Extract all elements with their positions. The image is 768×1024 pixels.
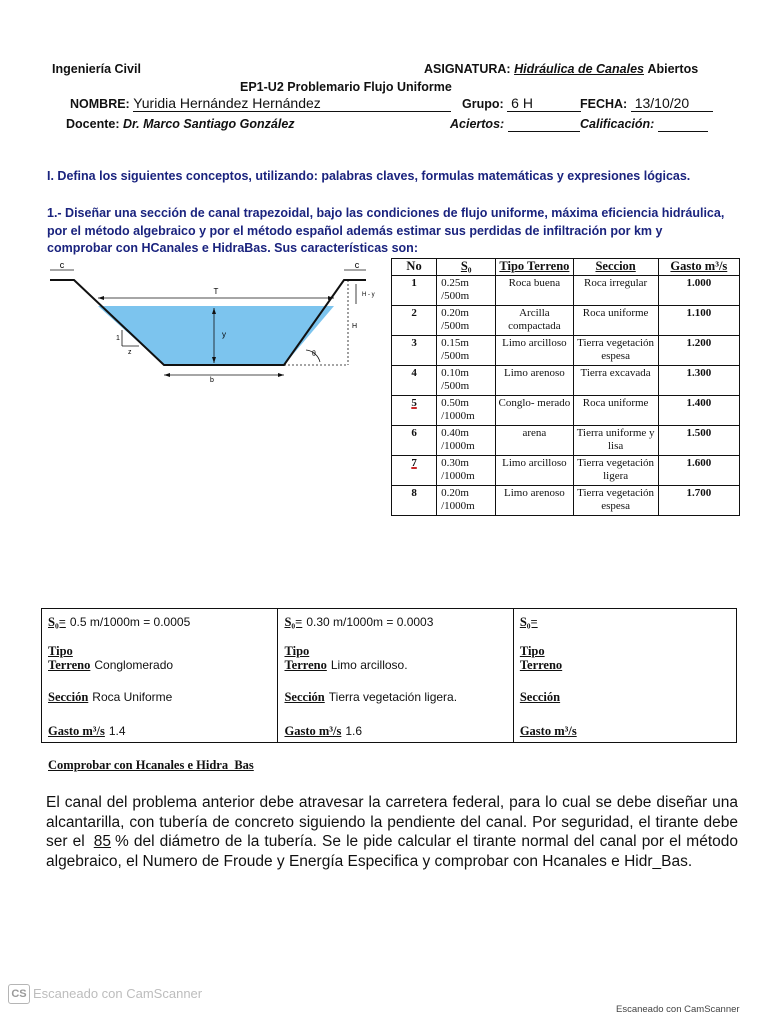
slope-cell: 0.15m /500m <box>437 335 496 365</box>
slope-cell: 0.10m /500m <box>437 365 496 395</box>
terreno-answer: Conglomerado <box>94 658 174 672</box>
fecha-field <box>580 95 713 112</box>
label-theta: θ <box>312 349 316 358</box>
row-number: 1 <box>392 275 437 305</box>
grupo-value: 6 H <box>507 95 581 112</box>
gasto-label: Gasto m³/s <box>48 724 105 738</box>
label-b: b <box>210 377 214 384</box>
row-number: 5 <box>392 395 437 425</box>
problem-2-text <box>46 793 738 871</box>
terrain-cell: Roca buena <box>496 275 573 305</box>
row-number: 3 <box>392 335 437 365</box>
terreno-label: Terreno <box>48 658 91 672</box>
table-row <box>392 485 740 515</box>
flow-cell: 1.400 <box>658 395 739 425</box>
section-cell: Tierra vegetación espesa <box>573 335 658 365</box>
s0-label: S₀= <box>284 615 303 629</box>
slope-cell: 0.50m /1000m <box>437 395 496 425</box>
table-header-row <box>392 259 740 276</box>
terrain-cell: arena <box>496 425 573 455</box>
table-row <box>392 425 740 455</box>
seccion-label: Sección <box>519 690 561 704</box>
nombre-field <box>70 95 462 112</box>
asignatura-value-2: Abiertos <box>647 62 699 76</box>
row-number: 4 <box>392 365 437 395</box>
terrain-cell: Limo arcilloso <box>496 335 573 365</box>
slope-cell: 0.30m /1000m <box>437 455 496 485</box>
section-cell: Roca uniforme <box>573 305 658 335</box>
section-cell: Tierra vegetación espesa <box>573 485 658 515</box>
camscanner-watermark: Escaneado con CamScanner <box>33 986 203 1001</box>
slope-cell: 0.20m /1000m <box>437 485 496 515</box>
camscanner-footer: Escaneado con CamScanner <box>616 1004 740 1015</box>
label-h: H <box>352 323 358 330</box>
label-y: y <box>222 330 226 339</box>
flow-cell: 1.300 <box>658 365 739 395</box>
answer-column <box>42 609 278 743</box>
grupo-label: Grupo: <box>462 97 504 111</box>
row-number: 2 <box>392 305 437 335</box>
section-cell: Roca uniforme <box>573 395 658 425</box>
seccion-label: Sección <box>48 690 89 704</box>
section-cell: Tierra vegetación ligera <box>573 455 658 485</box>
slope-cell: 0.20m /500m <box>437 305 496 335</box>
grupo-field <box>462 95 581 112</box>
label-z: z <box>128 349 132 356</box>
fecha-label: FECHA: <box>580 97 628 111</box>
calificacion-label: Calificación: <box>580 117 655 131</box>
table-row <box>392 305 740 335</box>
flow-cell: 1.000 <box>658 275 739 305</box>
flow-cell: 1.500 <box>658 425 739 455</box>
aciertos-blank <box>508 117 580 132</box>
label-one: 1 <box>116 335 120 342</box>
comprobar-heading: Comprobar con Hcanales e Hidra_Bas <box>48 758 254 772</box>
docente-label: Docente: <box>66 117 120 131</box>
s0-answer: 0.30 m/1000m = 0.0003 <box>306 615 434 629</box>
terrain-cell: Limo arenoso <box>496 365 573 395</box>
problem-1-text: 1.- Diseñar una sección de canal trapezoidal, bajo las condiciones de flujo uniforme, máxima eficiencia hidráulica, por el método algebraico y por el método español además estimar sus perdidas de infiltración por km y comprobar con HCanales e HidraBas. Sus características son: <box>47 206 725 255</box>
answer-box <box>41 608 737 743</box>
col-header-gasto: Gasto m³/s <box>658 259 739 276</box>
nombre-label: NOMBRE: <box>70 97 130 111</box>
table-row <box>392 455 740 485</box>
col-header-tipo: Tipo Terreno <box>496 259 573 276</box>
percent-value: 85 <box>93 833 111 850</box>
slope-cell: 0.25m /500m <box>437 275 496 305</box>
camscanner-logo: CS <box>8 984 30 1004</box>
docente-field <box>66 117 295 131</box>
docente-value: Dr. Marco Santiago González <box>122 117 295 131</box>
table-row <box>392 395 740 425</box>
aciertos-field <box>450 117 580 132</box>
terrain-cell: Conglo- merado <box>496 395 573 425</box>
problem-2-part-2: % del diámetro de la tubería. Se le pide calcular el tirante normal del canal por el método algebraico, el Numero de Froude y Energía Especifica y comprobar con Hcanales e Hidr_Bas. <box>46 833 738 870</box>
label-h-minus-y: H - y <box>362 292 375 298</box>
asignatura <box>424 62 698 76</box>
fecha-value: 13/10/20 <box>631 95 713 112</box>
terrain-cell: Limo arenoso <box>496 485 573 515</box>
terreno-label: Terreno <box>284 658 327 672</box>
flow-cell: 1.200 <box>658 335 739 365</box>
slope-cell: 0.40m /1000m <box>437 425 496 455</box>
seccion-answer: Roca Uniforme <box>92 690 173 704</box>
calificacion-blank <box>658 117 708 132</box>
school-label: Ingeniería Civil <box>52 62 141 76</box>
label-c-right: c <box>354 260 360 270</box>
seccion-label: Sección <box>284 690 325 704</box>
gasto-label: Gasto m³/s <box>519 724 577 738</box>
answer-column <box>278 609 513 743</box>
row-number: 7 <box>392 455 437 485</box>
label-t: T <box>213 287 219 296</box>
terrain-cell: Limo arcilloso <box>496 455 573 485</box>
col-header-no: No <box>392 259 437 276</box>
section-cell: Tierra uniforme y lisa <box>573 425 658 455</box>
s0-answer: 0.5 m/1000m = 0.0005 <box>69 615 191 629</box>
flow-cell: 1.700 <box>658 485 739 515</box>
table-row <box>392 365 740 395</box>
gasto-label: Gasto m³/s <box>284 724 342 738</box>
section-cell: Roca irregular <box>573 275 658 305</box>
terreno-answer: Limo arcilloso. <box>330 658 408 672</box>
row-number: 8 <box>392 485 437 515</box>
terrain-cell: Arcilla compactada <box>496 305 573 335</box>
channel-data-table <box>391 258 740 516</box>
section-cell: Tierra excavada <box>573 365 658 395</box>
nombre-value: Yuridia Hernández Hernández <box>133 95 451 112</box>
document-title: EP1-U2 Problemario Flujo Uniforme <box>240 80 452 94</box>
tipo-label: Tipo <box>48 644 73 658</box>
tipo-label: Tipo <box>284 644 310 658</box>
gasto-answer: 1.4 <box>108 724 126 738</box>
s0-label: S₀= <box>519 615 538 629</box>
label-c-left: c <box>59 260 65 270</box>
row-number: 6 <box>392 425 437 455</box>
section-heading: I. Defina los siguientes conceptos, utilizando: palabras claves, formulas matemáticas y expresiones lógicas. <box>47 169 691 183</box>
flow-cell: 1.600 <box>658 455 739 485</box>
asignatura-label: ASIGNATURA: <box>424 62 511 76</box>
table-row <box>392 275 740 305</box>
flow-cell: 1.100 <box>658 305 739 335</box>
terreno-label: Terreno <box>519 658 563 672</box>
s0-label: S₀= <box>48 615 66 629</box>
problem-2-part-1: El canal del problema anterior debe atravesar la carretera federal, para lo cual se debe diseñar una alcantarilla, con tubería de concreto siguiendo la pendiente del canal. Por seguridad, el tirante debe ser el <box>46 794 738 850</box>
asignatura-value: Hidráulica de Canales <box>514 62 644 76</box>
trapezoidal-channel-diagram <box>44 258 388 386</box>
col-header-seccion: Seccion <box>573 259 658 276</box>
gasto-answer: 1.6 <box>345 724 363 738</box>
answer-column <box>513 609 736 743</box>
col-header-s0: S₀ <box>437 259 496 276</box>
seccion-answer: Tierra vegetación ligera. <box>328 690 458 704</box>
aciertos-label: Aciertos: <box>450 117 505 131</box>
table-row <box>392 335 740 365</box>
calificacion-field <box>580 117 708 132</box>
tipo-label: Tipo <box>519 644 545 658</box>
